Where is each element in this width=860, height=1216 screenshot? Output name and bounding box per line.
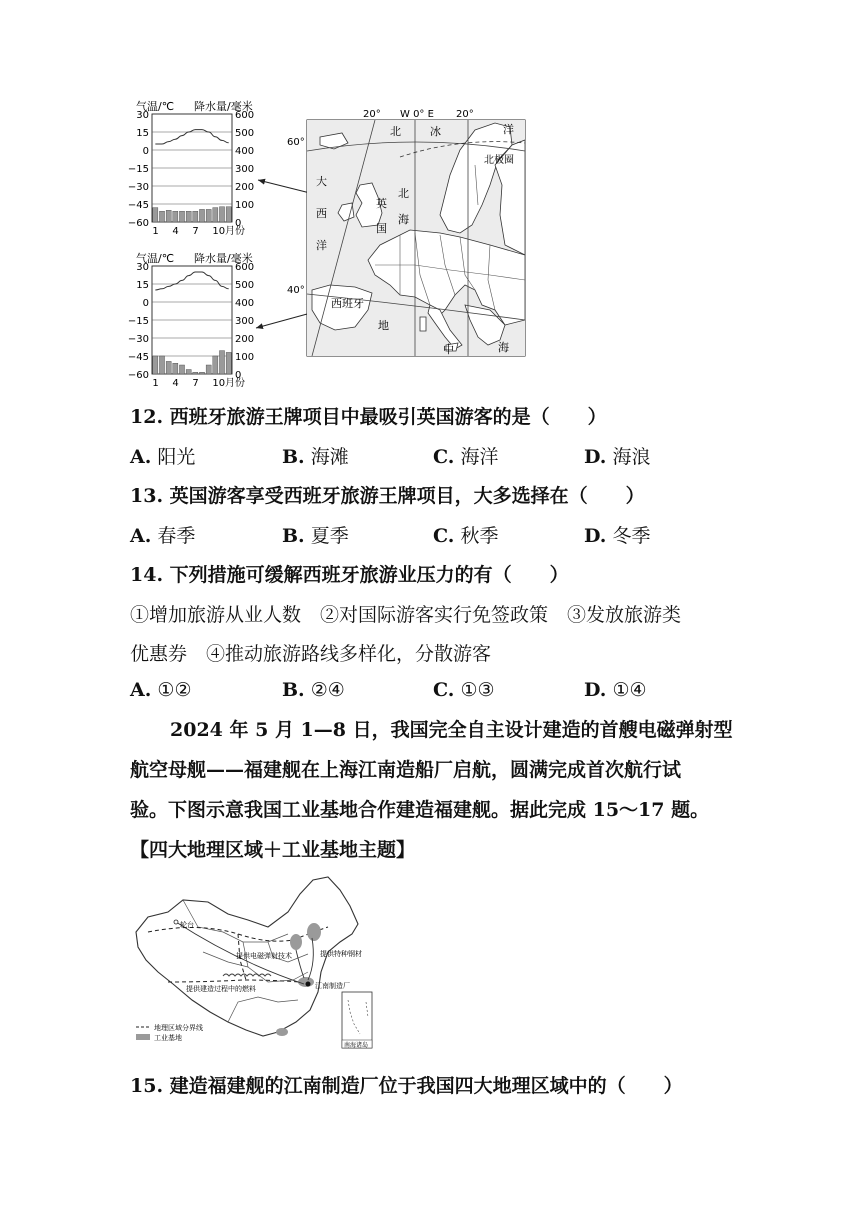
q13-option-c[interactable] [433,521,498,548]
lat-label-40: 40° [287,285,305,296]
question-15-stem: 15. 建造福建舰的江南制造厂位于我国四大地理区域中的（ ） [130,1075,683,1097]
precipitation-tick-label: 0 [235,218,242,229]
precipitation-bar [193,211,198,222]
precipitation-bar [226,352,231,374]
month-ticks [152,225,245,237]
label-uk-2: 国 [376,222,387,235]
option-letter: C. [433,446,455,468]
option-text: 海浪 [612,446,651,468]
option-letter: A. [130,679,152,701]
precipitation-bar [219,351,224,374]
option-text: ①④ [612,679,647,701]
option-text: 秋季 [460,525,499,547]
temperature-tick-label: 30 [136,262,149,273]
month-ticks [152,377,245,389]
label-yang: 洋 [316,239,327,252]
precipitation-tick-label: 600 [235,262,255,273]
option-letter: B. [282,679,305,701]
precipitation-bar [206,209,211,222]
precipitation-tick-label: 200 [235,334,255,345]
precipitation-bar [213,356,218,374]
label-ocean: 洋 [503,123,514,136]
precipitation-bar [166,210,171,222]
precipitation-bar [199,209,204,222]
q14-option-b[interactable] [282,679,345,701]
temperature-axis-title: 气温/℃ [136,252,175,265]
precipitation-bar [199,372,204,374]
option-text: 冬季 [612,525,651,547]
precipitation-bar [166,361,171,374]
temperature-tick-label: −60 [128,370,149,381]
q12-option-c[interactable] [433,442,498,469]
option-letter: A. [130,525,152,547]
lon-label-20e: 20° [456,109,474,120]
option-text: 阳光 [157,446,196,468]
passage-line-1: 2024 年 5 月 1—8 日，我国完全自主设计建造的首艘电磁弹射型 [170,719,733,741]
precipitation-bar [213,208,218,222]
jiangnan-shipyard-marker [306,982,311,987]
precipitation-bar [173,211,178,222]
option-text: 春季 [157,525,196,547]
precipitation-axis-title: 降水量/毫米 [194,252,253,265]
temperature-tick-label: −15 [128,164,149,175]
label-da: 大 [316,175,327,188]
precipitation-tick-label: 300 [235,164,255,175]
option-letter: D. [584,446,607,468]
label-em-tech: 提供电磁弹射技术 [236,952,292,960]
precipitation-tick-label: 0 [235,370,242,381]
temperature-tick-label: −15 [128,316,149,327]
option-letter: D. [584,679,607,701]
precipitation-axis-title: 降水量/毫米 [194,100,253,113]
temperature-tick-label: 30 [136,110,149,121]
label-north: 北 [390,125,401,138]
topic-heading: 【四大地理区域＋工业基地主题】 [130,839,416,861]
label-spain: 西班牙 [331,297,364,310]
q12-option-a[interactable] [130,442,195,469]
legend-base-swatch [136,1034,150,1040]
luntai-marker [174,920,178,924]
option-letter: D. [584,525,607,547]
china-industry-map [128,872,376,1058]
precipitation-tick-label: 400 [235,298,255,309]
option-text: ②④ [310,679,345,701]
passage-line-2: 航空母舰——福建舰在上海江南造船厂启航，圆满完成首次航行试 [130,759,682,781]
precipitation-bar [179,365,184,374]
question-13-stem: 13. 英国游客享受西班牙旅游王牌项目，大多选择在（ ） [130,485,645,507]
temperature-ticks [128,110,149,229]
option-letter: C. [433,525,455,547]
q13-option-b[interactable] [282,521,349,548]
legend-base-label: 工业基地 [154,1034,182,1042]
precipitation-bar [159,356,164,374]
legend-boundary-label: 地理区域分界线 [154,1024,203,1032]
temperature-tick-label: −30 [128,182,149,193]
precipitation-tick-label: 300 [235,316,255,327]
lon-label-0: W 0° E [400,109,434,120]
passage-line-3: 验。下图示意我国工业基地合作建造福建舰。据此完成 15～17 题。 [130,799,710,821]
option-text: 海滩 [310,446,349,468]
precipitation-bar [186,370,191,375]
option-text: ①③ [460,679,495,701]
label-north-sea-1: 北 [398,187,409,200]
option-text: 海洋 [460,446,499,468]
temperature-tick-label: −60 [128,218,149,229]
south-china-sea-inset [342,992,372,1048]
precipitation-bar [186,211,191,222]
option-text: ①② [157,679,192,701]
question-12-stem: 12. 西班牙旅游王牌项目中最吸引英国游客的是（ ） [130,406,607,428]
label-med-3: 海 [498,341,509,354]
option-letter: B. [282,446,305,468]
month-tick-label: 4 [172,378,179,389]
precipitation-bar [219,207,224,222]
q12-option-d[interactable] [584,442,650,469]
label-fuel: 提供建造过程中的燃料 [186,985,256,993]
precipitation-bar [173,363,178,374]
lon-label-20w: 20° [363,109,381,120]
precipitation-bar [226,207,231,222]
label-arctic-circle: 北极圈 [484,155,514,166]
option-letter: C. [433,679,455,701]
spain-climate-chart [128,250,268,392]
q13-option-a[interactable] [130,521,195,548]
precipitation-bar [193,372,198,374]
label-xi: 西 [316,207,327,220]
precipitation-bar [159,211,164,222]
month-tick-label: 7 [192,378,199,389]
option-letter: A. [130,446,152,468]
temperature-tick-label: −30 [128,334,149,345]
europe-map-figure [250,105,550,360]
label-ice: 冰 [430,125,441,138]
temperature-tick-label: 0 [142,298,149,309]
temperature-tick-label: 0 [142,146,149,157]
precipitation-bar [153,356,158,374]
temperature-ticks [128,262,149,381]
temperature-tick-label: −45 [128,352,149,363]
precipitation-bar [153,208,158,222]
precipitation-bar [179,211,184,222]
temperature-axis-title: 气温/℃ [136,100,175,113]
label-uk-1: 英 [376,197,387,210]
precipitation-bar [206,365,211,374]
precipitation-tick-label: 200 [235,182,255,193]
month-tick-label: 10月份 [212,378,246,389]
q14-option-c[interactable] [433,679,495,701]
precipitation-tick-label: 400 [235,146,255,157]
q13-option-d[interactable] [584,521,650,548]
temperature-tick-label: −45 [128,200,149,211]
q14-option-a[interactable] [130,679,191,701]
label-steel: 提供特种钢材 [320,950,362,958]
uk-climate-chart [128,98,268,240]
precipitation-tick-label: 100 [235,200,255,211]
q14-statements-line1: ①增加旅游从业人数 ②对国际游客实行免签政策 ③发放旅游类 [130,604,682,626]
option-letter: B. [282,525,305,547]
temperature-tick-label: 15 [136,128,149,139]
label-med-2: 中 [443,343,454,356]
label-south-china-sea: 南海诸岛 [344,1042,369,1049]
label-luntai: 轮台 [180,921,194,929]
label-jiangnan: 江南制造厂 [315,982,350,990]
month-tick-label: 1 [152,378,159,389]
option-text: 夏季 [310,525,349,547]
q12-option-b[interactable] [282,442,349,469]
month-tick-label: 7 [192,226,199,237]
precipitation-tick-label: 500 [235,128,255,139]
temperature-tick-label: 15 [136,280,149,291]
q14-statements-line2: 优惠券 ④推动旅游路线多样化，分散游客 [130,643,492,665]
label-med-1: 地 [378,319,389,332]
precipitation-tick-label: 100 [235,352,255,363]
passage [130,710,740,870]
q14-option-d[interactable] [584,679,647,701]
label-north-sea-2: 海 [398,213,409,226]
month-tick-label: 1 [152,226,159,237]
month-tick-label: 10月份 [212,226,246,237]
precipitation-tick-label: 600 [235,110,255,121]
month-tick-label: 4 [172,226,179,237]
lat-label-60: 60° [287,137,305,148]
question-14-stem: 14. 下列措施可缓解西班牙旅游业压力的有（ ） [130,564,569,586]
precipitation-tick-label: 500 [235,280,255,291]
